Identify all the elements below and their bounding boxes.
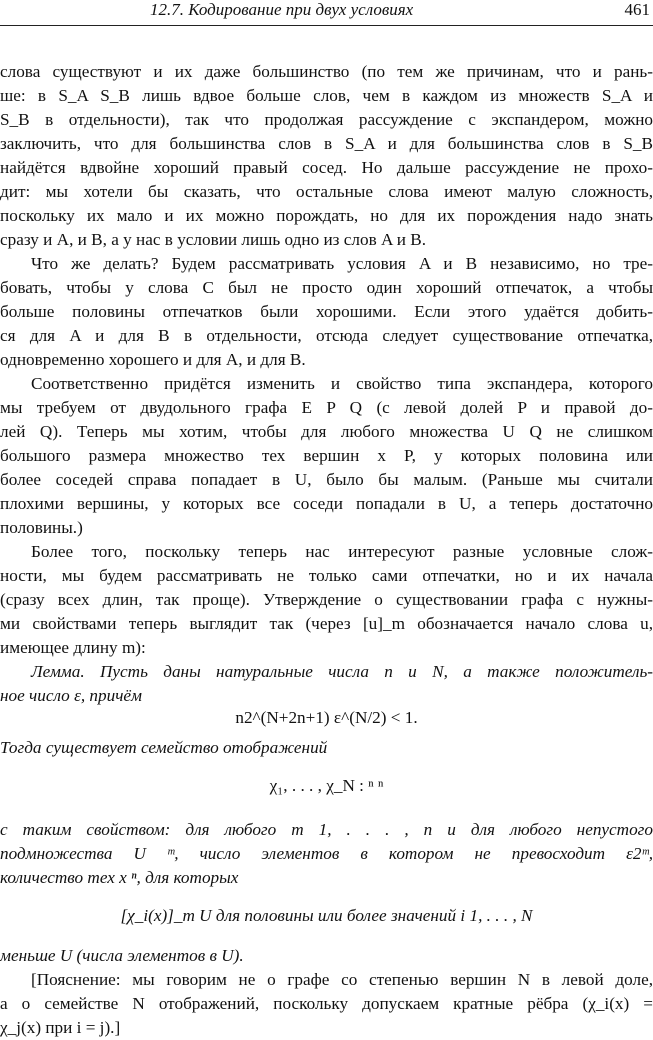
text-line: S_B в отдельности), так что продолжая рассуждение с экспандером, можно xyxy=(0,110,653,129)
text-line: мы требуем от двудольного графа E P Q (с левой долей P и правой до- xyxy=(0,398,653,417)
text-line: Соответственно придётся изменить и свойство типа экспандера, которого xyxy=(31,374,653,393)
text-line: Более того, поскольку теперь нас интересуют разные условные слож- xyxy=(31,542,653,561)
text-line: найдётся вдвойне хороший правый сосед. Но дальше рассуждение не прохо- xyxy=(0,158,653,177)
text-line: меньше U (числа элементов в U). xyxy=(0,946,244,965)
text-line: ше: в S_A S_B лишь вдвое больше слов, чем в каждом из множеств S_A и xyxy=(0,86,653,105)
text-line: а о семействе N отображений, поскольку допускаем кратные рёбра (χ_i(x) = xyxy=(0,994,653,1013)
text-line: бовать, чтобы у слова C был не просто один хороший отпечаток, а чтобы xyxy=(0,278,653,297)
text-line: одновременно хорошего и для A, и для B. xyxy=(0,350,306,369)
text-line: большого размера множество тех вершин x P, у которых половина или xyxy=(0,446,653,465)
text-line: [Пояснение: мы говорим не о графе со степенью вершин N в левой доле, xyxy=(31,970,653,989)
text-line: подмножества U ᵐ, число элементов в котором не превосходит ε2ᵐ, xyxy=(0,844,653,863)
text-line: поскольку их мало и их можно порождать, но для их порождения надо знать xyxy=(0,206,653,225)
text-line: ми свойствами теперь выглядит так (через [u]_m обозначается начало слова u, xyxy=(0,614,653,633)
text-line: слова существуют и их даже большинство (по тем же причинам, что и рань- xyxy=(0,62,653,81)
text-line: ности, мы будем рассматривать не только сами отпечатки, но и их начала xyxy=(0,566,653,585)
text-line: ное число ε, причём xyxy=(0,686,143,705)
page-header xyxy=(0,0,653,26)
text-line: Что же делать? Будем рассматривать условия A и B независимо, но тре- xyxy=(31,254,653,273)
text-line: половины.) xyxy=(0,518,83,537)
text-line: ся для A и для B в отдельности, отсюда следует существование отпечатка, xyxy=(0,326,653,345)
text-line: количество тех x ⁿ, для которых xyxy=(0,868,239,887)
text-line: [χ_i(x)]_m U для половины или более значений i 1, . . . , N xyxy=(120,906,533,925)
text-line: χ₁, . . . , χ_N : ⁿ ⁿ xyxy=(269,776,384,795)
section-title: 12.7. Кодирование при двух условиях xyxy=(150,0,414,19)
text-line: n2^(N+2n+1) ε^(N/2) < 1. xyxy=(235,708,418,727)
text-line: плохими вершины, у которых все соседи попадали в U, а теперь достаточно xyxy=(0,494,653,513)
text-line: χ_j(x) при i = j).] xyxy=(0,1018,121,1037)
text-line: Тогда существует семейство отображений xyxy=(0,738,328,757)
text-line: (сразу всех длин, так проще). Утверждение о существовании графа с нужны- xyxy=(0,590,653,609)
text-line: заключить, что для большинства слов в S_A и для большинства слов в S_B xyxy=(0,134,653,153)
text-line: лей Q). Теперь мы хотим, чтобы для любого множества U Q не слишком xyxy=(0,422,653,441)
text-line: больше половины отпечатков были хорошими. Если этого удаётся добить- xyxy=(0,302,653,321)
page-number: 461 xyxy=(624,0,650,19)
text-line: более соседей справа попадает в U, было бы малым. (Раньше мы считали xyxy=(0,470,653,489)
text-line: с таким свойством: для любого m 1, . . . , n и для любого непустого xyxy=(0,820,653,839)
text-line: Лемма. Пусть даны натуральные числа n и N, а также положитель- xyxy=(31,662,653,681)
text-line: сразу и A, и B, а у нас в условии лишь одно из слов A и B. xyxy=(0,230,426,249)
text-line: дит: мы хотели бы сказать, что остальные слова имеют малую сложность, xyxy=(0,182,653,201)
header-rule xyxy=(0,25,653,26)
text-line: имеющее длину m): xyxy=(0,638,146,657)
